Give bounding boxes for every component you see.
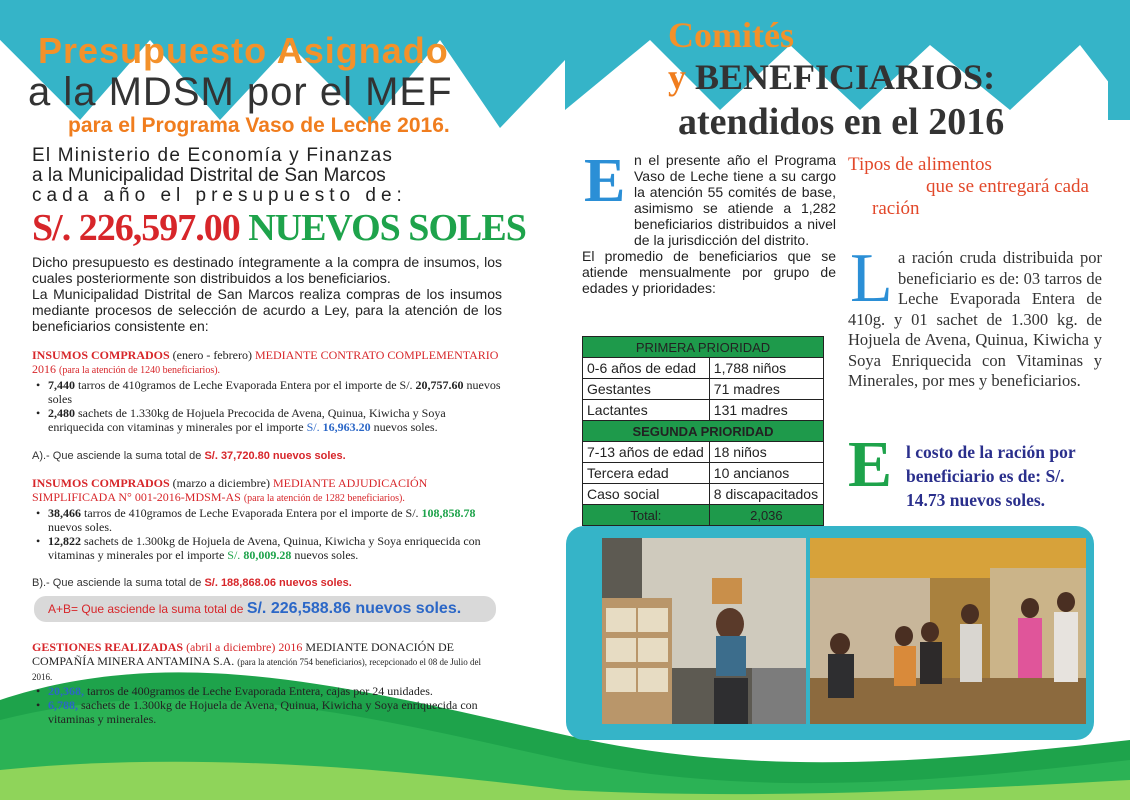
- photo-warehouse: [810, 538, 1086, 724]
- list-item: [32, 698, 502, 726]
- intro-line1: El Ministerio de Economía y Finanzas: [32, 145, 394, 166]
- racion-text: a ración cruda distribuida por beneficiario es de: 03 tarros de Leche Evaporada Entera de 410g. y 01 sachet de 1.300 kg. de Hojuela de Avena, Quinua, Kiwicha y Soya Enriquecida con Vitaminas y Minerales, por mes y beneficiarios.: [848, 248, 1102, 390]
- table-header-row: [583, 421, 824, 442]
- costo-text: l costo de la ración por beneficiario es de: S/. 14.73 nuevos soles.: [906, 442, 1076, 510]
- budget-amount-value: S/. 226,597.00: [32, 207, 240, 249]
- sec2-b1-amount: 108,858.78: [421, 506, 476, 520]
- sec1-head: INSUMOS COMPRADOS: [32, 348, 170, 362]
- sec3-b2-qty: 6,788,: [48, 698, 78, 712]
- sec1-b1-qty: 7,440: [48, 378, 75, 392]
- dropcap-e2: E: [848, 428, 893, 501]
- right-paragraph: [582, 147, 836, 296]
- right-title-line2: [668, 56, 995, 98]
- sec2-b2-currency: S/.: [227, 548, 241, 562]
- right-para2: El promedio de beneficiarios que se atiende mensualmente por grupo de edades y prioridades:: [582, 248, 836, 296]
- intro-line3: cada año el presupuesto de:: [32, 185, 407, 206]
- sec2-b2-text: sachets de 1.300kg de Hojuela de Avena, Quinua, Kiwicha y Soya enriquecida con vitaminas y minerales por el importe: [48, 534, 481, 562]
- sec3-note: (para la atención 754 beneficiarios), recepcionado el 08 de Julio del 2016.: [32, 657, 481, 682]
- dropcap-e: E: [584, 147, 626, 215]
- sec1-note: (para la atención de 1240 beneficiarios).: [59, 365, 221, 376]
- costo-paragraph: [848, 440, 1102, 512]
- sec1-sum: [32, 450, 346, 462]
- table-cell: 10 ancianos: [709, 463, 823, 484]
- sec1-b2-text: sachets de 1.330kg de Hojuela Precocida de Avena, Quinua, Kiwicha y Soya enriquecida con vitaminas y minerales por el importe: [48, 406, 446, 434]
- sec2-sum-prefix: B).- Que asciende la suma total de: [32, 577, 202, 589]
- list-item: [32, 406, 502, 434]
- right-title-y: y: [668, 57, 686, 97]
- budget-amount-words: NUEVOS SOLES: [248, 207, 526, 249]
- sec1-sum-value: S/. 37,720.80 nuevos soles.: [204, 450, 346, 462]
- table-header-row: [583, 337, 824, 358]
- sec1-mode: MEDIANTE CONTRATO COMPLEMENTARIO: [254, 348, 499, 362]
- intro-line2: a la Municipalidad Distrital de San Marcos: [32, 165, 386, 186]
- sec3-b1-qty: 20,368,: [48, 684, 84, 698]
- photo-truck-unloading: [602, 538, 806, 724]
- sec2-b1-qty: 38,466: [48, 506, 81, 520]
- table-row: [583, 484, 824, 505]
- table-cell: 71 madres: [709, 379, 823, 400]
- right-para-text: [582, 147, 836, 248]
- table-row: [583, 379, 824, 400]
- sec3-period: (abril a diciembre) 2016: [186, 640, 303, 654]
- sec2-note: (para la atención de 1282 beneficiarios).: [243, 493, 405, 504]
- table-cell: 7-13 años de edad: [583, 442, 710, 463]
- tipos-line1: Tipos de alimentos: [848, 154, 992, 175]
- sec1-year: 2016: [32, 362, 56, 376]
- table-row: [583, 400, 824, 421]
- sec2-head: INSUMOS COMPRADOS: [32, 476, 170, 490]
- table-row: [583, 463, 824, 484]
- table-cell: Tercera edad: [583, 463, 710, 484]
- section-gestiones: [32, 640, 502, 726]
- table-cell: 1,788 niños: [709, 358, 823, 379]
- list-item: [32, 684, 502, 698]
- budget-para2: La Municipalidad Distrital de San Marcos realiza compras de los insumos mediante procesos de selección de acurdo a Ley, para la atención de los beneficiarios consistente en:: [32, 286, 502, 334]
- sec1-period: (enero - febrero): [172, 348, 252, 362]
- sec3-b1-text: tarros de 400gramos de Leche Evaporada Entera, cajas por 24 unidades.: [87, 684, 433, 698]
- right-title-beneficiarios: BENEFICIARIOS:: [695, 57, 996, 97]
- beneficiaries-table: [582, 336, 824, 526]
- sec2-sum: [32, 577, 352, 589]
- sec3-head: GESTIONES REALIZADAS: [32, 640, 184, 654]
- sec2-sum-value: S/. 188,868.06 nuevos soles.: [204, 577, 352, 589]
- sec1-b1-text: tarros de 410gramos de Leche Evaporada Entera por el importe de S/.: [78, 378, 413, 392]
- budget-para1: Dicho presupuesto es destinado íntegramente a la compra de insumos, los cuales posteriormente son distribuidos a los beneficiarios.: [32, 254, 502, 286]
- list-item: [32, 506, 502, 534]
- section-insumos-2: [32, 476, 502, 562]
- left-title-line1: Presupuesto Asignado: [38, 30, 449, 71]
- dropcap-spacer: [848, 440, 906, 502]
- table-total-label: Total:: [583, 505, 710, 526]
- sec2-b1-text: tarros de 410gramos de Leche Evaporada Entera por el importe de S/.: [84, 506, 419, 520]
- right-para: n el presente año el Programa Vaso de Leche tiene a su cargo la atención 55 comités de base, asimismo se atiende a 1,282 beneficiarios distribuidos a nivel de la jurisdicción del distrito.: [634, 152, 836, 248]
- sec1-b2-qty: 2,480: [48, 406, 75, 420]
- list-item: [32, 534, 502, 562]
- tipos-line3: ración: [872, 198, 920, 219]
- table-total-row: [583, 505, 824, 526]
- table-cell: Gestantes: [583, 379, 710, 400]
- total-line: [48, 600, 461, 618]
- table-row: [583, 442, 824, 463]
- budget-amount: [32, 206, 526, 250]
- photo-warehouse-illustration: [810, 538, 1086, 724]
- tipos-line2: que se entregará cada: [926, 176, 1089, 197]
- sec3-b2-text: sachets de 1.300kg de Hojuela de Avena, Quinua, Kiwicha y Soya enriquecida con vitaminas y minerales.: [48, 698, 478, 726]
- table-cell: Lactantes: [583, 400, 710, 421]
- table-row: [583, 358, 824, 379]
- dropcap-spacer: [848, 248, 898, 304]
- sec2-b2-qty: 12,822: [48, 534, 81, 548]
- table-cell: Caso social: [583, 484, 710, 505]
- table-primera-header: PRIMERA PRIORIDAD: [583, 337, 824, 358]
- sec2-mode: MEDIANTE ADJUDICACIÓN SIMPLIFICADA N° 001-2016-MDSM-AS: [32, 476, 428, 504]
- photo-truck-illustration: [602, 538, 806, 724]
- sec1-b1-end: nuevos soles: [48, 378, 501, 406]
- table-cell: 18 niños: [709, 442, 823, 463]
- list-item: [32, 378, 502, 406]
- left-title-line3: para el Programa Vaso de Leche 2016.: [68, 114, 450, 137]
- right-title-line1: Comités: [668, 15, 794, 55]
- table-cell: 131 madres: [709, 400, 823, 421]
- sec1-sum-prefix: A).- Que asciende la suma total de: [32, 450, 202, 462]
- sec1-b1-amount: 20,757.60: [415, 378, 464, 392]
- sec1-b2-currency: S/.: [306, 420, 320, 434]
- sec2-b2-end: nuevos soles.: [294, 548, 359, 562]
- budget-description: [32, 254, 502, 334]
- total-prefix: A+B= Que asciende la suma total de: [48, 602, 244, 616]
- right-title-line3: atendidos en el 2016: [678, 101, 1005, 143]
- left-title-line2: a la MDSM por el MEF: [28, 70, 453, 114]
- table-cell: 0-6 años de edad: [583, 358, 710, 379]
- section-insumos-1: [32, 348, 502, 434]
- dropcap-l: L: [850, 240, 893, 317]
- table-cell: 8 discapacitados: [709, 484, 823, 505]
- sec3-mode: MEDIANTE DONACIÓN DE COMPAÑÍA MINERA ANTAMINA S.A.: [32, 640, 455, 668]
- sec2-b1-end: nuevos soles.: [48, 520, 112, 534]
- total-value: S/. 226,588.86 nuevos soles.: [246, 600, 462, 617]
- sec1-b2-end: nuevos soles.: [373, 420, 438, 434]
- tipos-heading: [848, 154, 1108, 220]
- table-segunda-header: SEGUNDA PRIORIDAD: [583, 421, 824, 442]
- intro-text: [32, 146, 502, 206]
- sec2-b2-amount: 80,009.28: [243, 548, 292, 562]
- sec1-b2-amount: 16,963.20: [322, 420, 371, 434]
- racion-paragraph: [848, 248, 1102, 392]
- sec2-period: (marzo a diciembre): [172, 476, 270, 490]
- table-total-value: 2,036: [709, 505, 823, 526]
